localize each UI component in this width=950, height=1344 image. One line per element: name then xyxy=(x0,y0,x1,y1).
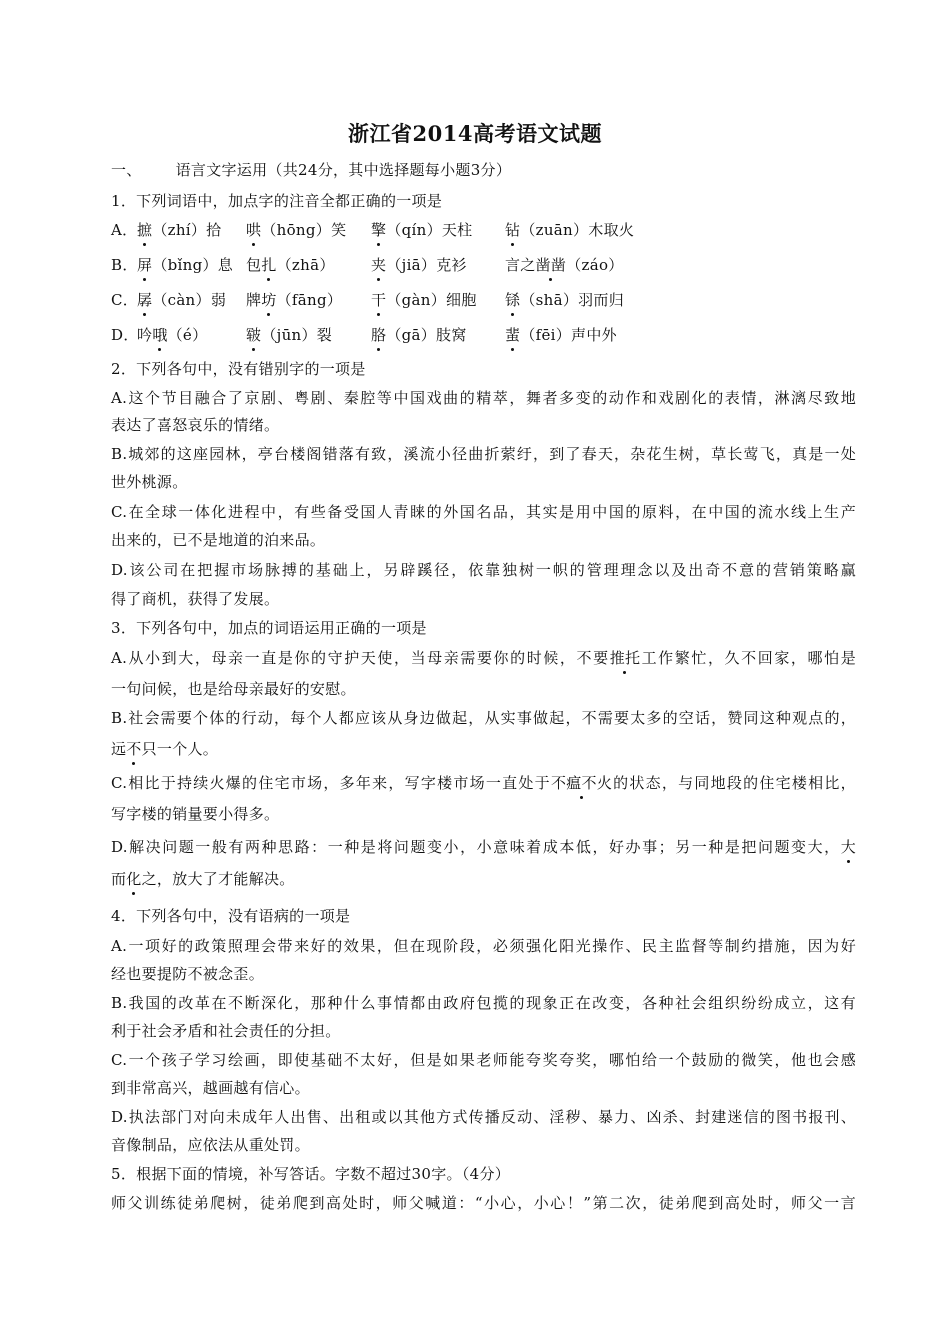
q4-option-d-line2: 音像制品，应依法从重处罚。 xyxy=(111,1136,310,1154)
q2-option-a-line1: A.这个节目融合了京剧、粤剧、秦腔等中国戏曲的精萃，舞者多变的动作和戏剧化的表情，淋漓尽致地 xyxy=(111,389,856,407)
dotted-char: 铩 xyxy=(505,291,521,309)
dotted-char: 胳 xyxy=(371,326,387,344)
dotted-char: 钻 xyxy=(505,221,521,239)
pinyin-item: 钻（zuān）木取火 xyxy=(505,221,635,239)
q3-option-a-line2: 一句问候，也是给母亲最好的安慰。 xyxy=(111,680,356,698)
q2-option-d-line2: 得了商机，获得了发展。 xyxy=(111,590,280,608)
q1-option-a xyxy=(111,220,856,240)
pinyin-item: 屏（bǐng）息 xyxy=(137,256,234,274)
dotted-char: 干 xyxy=(371,291,387,309)
pinyin-item: 夹（jiā）克衫 xyxy=(371,256,467,274)
q4-option-a-line2: 经也要提防不被念歪。 xyxy=(111,965,265,983)
dotted-word: 推托 xyxy=(609,649,641,667)
q2-option-c-line2: 出来的，已不是地道的泊来品。 xyxy=(111,531,326,549)
q2-option-b-line1: B.城郊的这座园林，亭台楼阁错落有致，溪流小径曲折萦纡，到了春天，杂花生树，草长莺飞，真是一处 xyxy=(111,445,856,463)
dotted-word: 而化之 xyxy=(111,870,157,888)
q3-option-b-line1: B.社会需要个体的行动，每个人都应该从身边做起，从实事做起，不需要太多的空话，赞同这种观点的， xyxy=(111,709,856,727)
dotted-char: 摭 xyxy=(137,221,153,239)
q4-option-a-line1: A.一项好的政策照理会带来好的效果，但在现阶段，必须强化阳光操作、民主监督等制约措施，因为好 xyxy=(111,937,856,955)
q4-option-b-line2: 利于社会矛盾和社会责任的分担。 xyxy=(111,1022,341,1040)
q2-option-a-line2: 表达了喜怒哀乐的情绪。 xyxy=(111,416,280,434)
pinyin-item: 吟哦（é） xyxy=(137,326,208,344)
dotted-char: 蜚 xyxy=(505,326,521,344)
dotted-char: 擎 xyxy=(371,221,387,239)
section-number: 一、 xyxy=(111,161,142,179)
dotted-word: 远不只 xyxy=(111,740,157,758)
pinyin-item: 孱（càn）弱 xyxy=(137,291,227,309)
pinyin-item: 擎（qín）天柱 xyxy=(371,221,473,239)
q3-option-d-line1: D.解决问题一般有两种思路：一种是将问题变小，小意味着成本低，好办事；另一种是把问题变大，大 xyxy=(111,838,856,856)
q1-stem: 1．下列词语中，加点字的注音全都正确的一项是 xyxy=(111,192,443,210)
option-letter: B． xyxy=(111,256,138,274)
dotted-char: 屏 xyxy=(137,256,153,274)
q4-option-b-line1: B.我国的改革在不断深化，那种什么事情都由政府包揽的现象正在改变，各种社会组织纷纷成立，这有 xyxy=(111,994,856,1012)
q3-option-c-line2: 写字楼的销量要小得多。 xyxy=(111,805,280,823)
dotted-char: 凿凿 xyxy=(535,256,567,274)
q2-option-c-line1: C.在全球一体化进程中，有些备受国人青睐的外国名品，其实是用中国的原料，在中国的流水线上生产 xyxy=(111,503,856,521)
q1-option-c xyxy=(111,290,856,310)
q3-stem: 3．下列各句中，加点的词语运用正确的一项是 xyxy=(111,619,427,637)
dotted-char: 夹 xyxy=(371,256,387,274)
pinyin-item: 胳（gā）肢窝 xyxy=(371,326,467,344)
q3-option-b-line2: 远不只一个人。 xyxy=(111,740,219,758)
dotted-char: 哦 xyxy=(152,326,168,344)
q3-option-a-line1: A.从小到大，母亲一直是你的守护天使，当母亲需要你的时候，不要推托工作繁忙，久不回家，哪怕是 xyxy=(111,649,857,667)
dotted-char: 哄 xyxy=(246,221,262,239)
q3-option-d-line2: 而化之，放大了才能解决。 xyxy=(111,870,295,888)
q2-option-b-line2: 世外桃源。 xyxy=(111,473,188,491)
option-letter: D． xyxy=(111,326,139,344)
q4-option-c-line2: 到非常高兴，越画越有信心。 xyxy=(111,1079,310,1097)
pinyin-item: 铩（shā）羽而归 xyxy=(505,291,625,309)
dotted-char: 坊 xyxy=(261,291,277,309)
section-heading xyxy=(111,160,856,180)
option-letter: A． xyxy=(111,221,138,239)
pinyin-item: 干（gàn）细胞 xyxy=(371,291,477,309)
q4-option-c-line1: C.一个孩子学习绘画，即使基础不太好，但是如果老师能夸奖夸奖，哪怕给一个鼓励的微笑，他也会感 xyxy=(111,1051,856,1069)
q4-stem: 4．下列各句中，没有语病的一项是 xyxy=(111,907,351,925)
q1-option-b xyxy=(111,255,856,275)
q2-option-d-line1: D.该公司在把握市场脉搏的基础上，另辟蹊径，依靠独树一帜的管理理念以及出奇不意的营销策略赢 xyxy=(111,561,856,579)
q3-option-c-line1: C.相比于持续火爆的住宅市场，多年来，写字楼市场一直处于不瘟不火的状态，与同地段的住宅楼相比， xyxy=(111,774,856,792)
pinyin-item: 包扎（zhā） xyxy=(246,256,335,274)
pinyin-item: 牌坊（fāng） xyxy=(246,291,343,309)
dotted-word: 大 xyxy=(840,838,856,856)
section-label: 语言文字运用（共24分，其中选择题每小题3分） xyxy=(175,161,512,179)
q5-text-line1: 师父训练徒弟爬树，徒弟爬到高处时，师父喊道：“小心，小心！”第二次，徒弟爬到高处时，师父一言 xyxy=(111,1194,856,1212)
option-letter: C． xyxy=(111,291,139,309)
pinyin-item: 哄（hōng）笑 xyxy=(246,221,347,239)
dotted-char: 皲 xyxy=(246,326,262,344)
dotted-char: 扎 xyxy=(261,256,277,274)
dotted-word: 不瘟不火 xyxy=(550,774,613,792)
pinyin-item: 摭（zhí）拾 xyxy=(137,221,222,239)
pinyin-item: 蜚（fēi）声中外 xyxy=(505,326,617,344)
q2-stem: 2．下列各句中，没有错别字的一项是 xyxy=(111,360,366,378)
page-title: 浙江省2014高考语文试题 xyxy=(348,121,602,146)
dotted-char: 孱 xyxy=(137,291,153,309)
q1-option-d xyxy=(111,325,856,345)
pinyin-item: 言之凿凿（záo） xyxy=(505,256,624,274)
pinyin-item: 皲（jūn）裂 xyxy=(246,326,333,344)
q4-option-d-line1: D.执法部门对向未成年人出售、出租或以其他方式传播反动、淫秽、暴力、凶杀、封建迷信的图书报刊、 xyxy=(111,1108,856,1126)
q5-stem: 5．根据下面的情境，补写答话。字数不超过30字。（4分） xyxy=(111,1165,511,1183)
